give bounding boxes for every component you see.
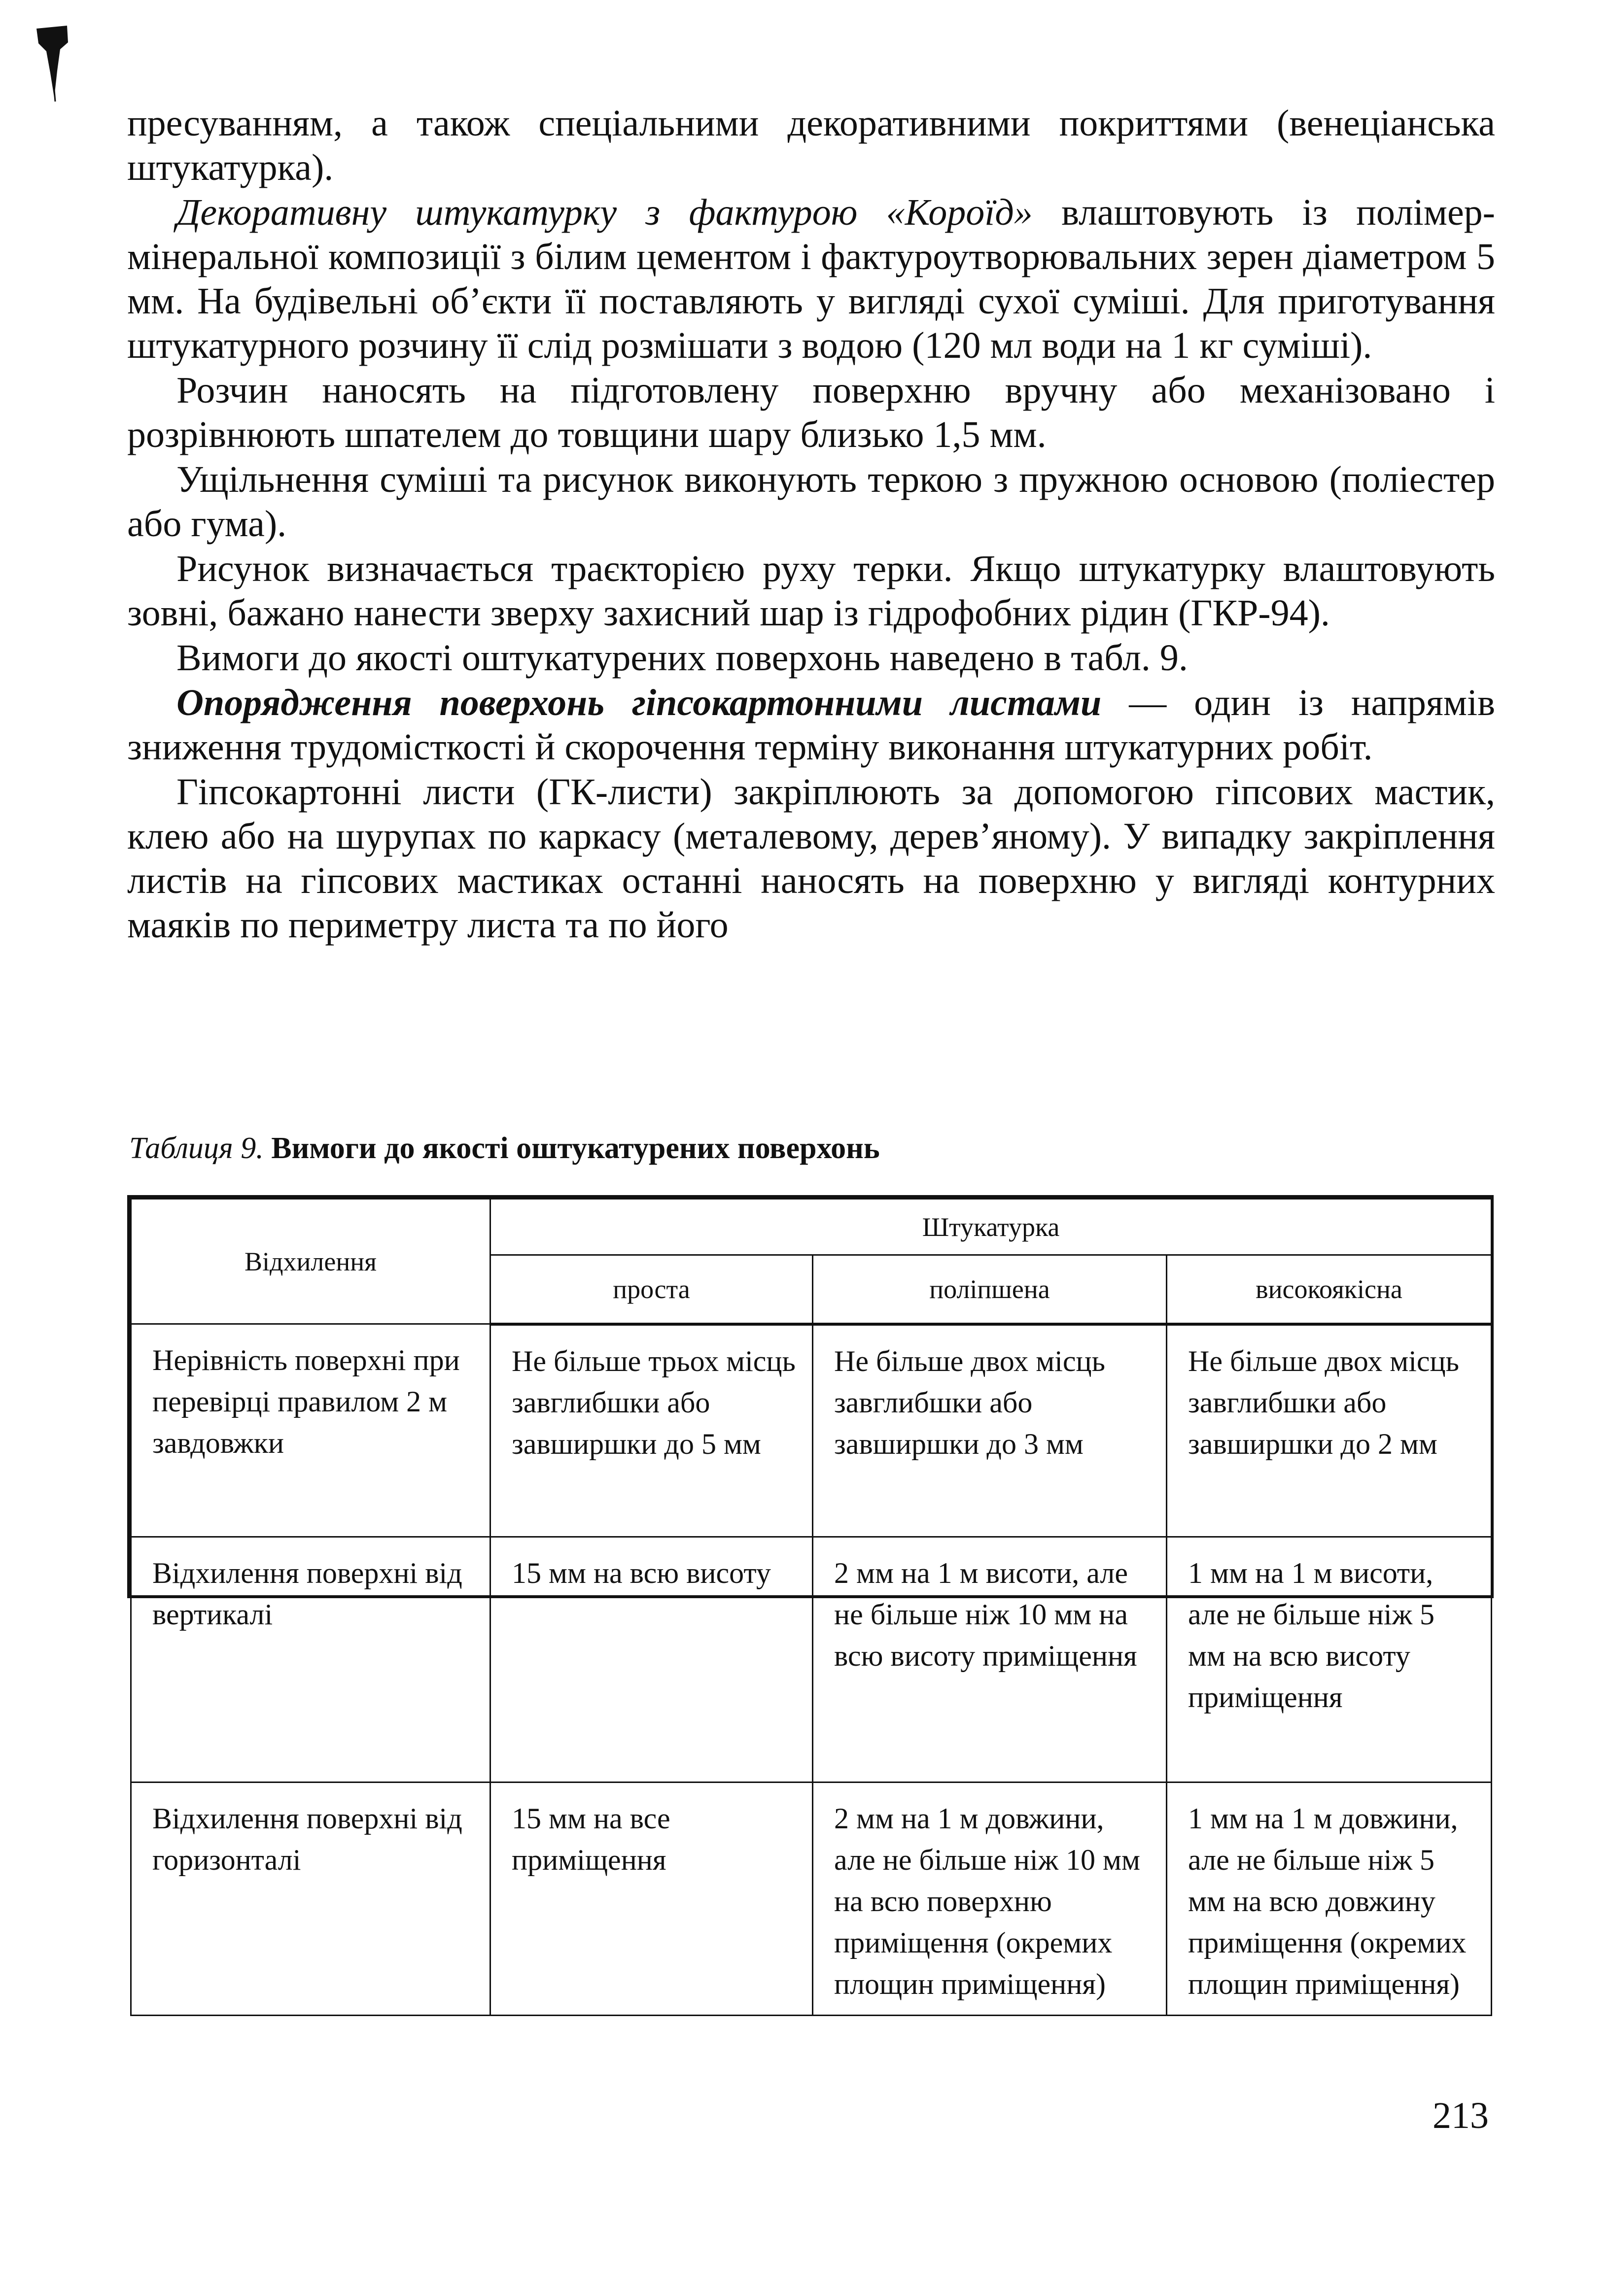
table-row	[131, 1324, 1492, 1537]
paragraph: Опорядження поверхонь гіпсокартонними листами — один із напрямів зниження трудомісткості й скорочення терміну виконання штукатурних робіт.	[127, 682, 1495, 768]
table-caption-title: Вимоги до якості оштукатурених поверхонь	[271, 1131, 880, 1165]
cell-simple: 15 мм на всю висоту	[490, 1537, 813, 1782]
header-plaster: Штукатурка	[490, 1199, 1492, 1255]
header-high-quality: високоякісна	[1167, 1255, 1492, 1324]
paragraph: Рисунок визначається траєкторією руху терки. Якщо штукатурку влаштовують зовні, бажано нанести зверху захисний шар із гідрофобних рідин (ГКР-94).	[127, 548, 1495, 634]
cell-high-quality: Не більше двох місць завглибшки або завширшки до 2 мм	[1167, 1324, 1492, 1537]
paragraph-lead: Опорядження поверхонь гіпсокартонними листами	[176, 682, 1102, 723]
corner-ink-mark-icon	[35, 24, 70, 103]
table-row	[131, 1537, 1492, 1782]
paragraph: Вимоги до якості оштукатурених поверхонь наведено в табл. 9.	[176, 637, 1188, 679]
cell-improved: Не більше двох місць завглибшки або завширшки до 3 мм	[813, 1324, 1167, 1537]
paragraph: Розчин наносять на підготовлену поверхню вручну або механізовано і розрівнюють шпателем до товщини шару близько 1,5 мм.	[127, 370, 1495, 455]
header-deviation: Відхилення	[131, 1199, 490, 1324]
paragraph: Декоративну штукатурку з фактурою «Короїд» влаштовують із полімер-мінеральної композиції з білим цементом і фактуроутворювальних зерен діаметром 5 мм. На будівельні об’єкти її поставляють у вигляді сухої суміші. Для приготування штукатурного розчину її слід розмішати з водою (120 мл води на 1 кг суміші).	[127, 192, 1495, 366]
cell-high-quality: 1 мм на 1 м висоти, але не більше ніж 5 мм на всю висоту приміщення	[1167, 1537, 1492, 1782]
body-text	[127, 101, 1495, 948]
requirements-table	[127, 1195, 1494, 2000]
paragraph: Ущільнення суміші та рисунок виконують теркою з пружною основою (поліестер або гума).	[127, 459, 1495, 545]
table-caption	[129, 1129, 1460, 1168]
page-number: 213	[1433, 2095, 1489, 2136]
cell-simple: Не більше трьох місць завглибшки або завширшки до 5 мм	[490, 1324, 813, 1537]
cell-deviation: Нерівність поверхні при перевірці правилом 2 м завдовжки	[131, 1324, 490, 1537]
paragraph: Гіпсокартонні листи (ГК-листи) закріплюють за допомогою гіпсових мастик, клею або на шурупах по каркасу (металевому, дерев’яному). У випадку закріплення листів на гіпсових мастиках останні наносять на поверхню у вигляді контурних маяків по периметру листа та по його	[127, 771, 1495, 946]
cell-simple: 15 мм на все приміщення	[490, 1782, 813, 2016]
table-caption-label: Таблиця 9.	[129, 1131, 264, 1165]
cell-deviation: Відхилення поверхні від вертикалі	[131, 1537, 490, 1782]
paragraph: пресуванням, а також спеціальними декоративними покриттями (венеціанська штукатурка).	[127, 103, 1495, 188]
paragraph-lead: Декоративну штукатурку з фактурою «Короїд»	[176, 192, 1033, 233]
cell-deviation: Відхилення поверхні від горизонталі	[131, 1782, 490, 2016]
cell-improved: 2 мм на 1 м висоти, але не більше ніж 10 мм на всю висоту приміщення	[813, 1537, 1167, 1782]
header-simple: проста	[490, 1255, 813, 1324]
header-improved: поліпшена	[813, 1255, 1167, 1324]
cell-high-quality: 1 мм на 1 м довжини, але не більше ніж 5 мм на всю довжину приміщення (окремих площин приміщення)	[1167, 1782, 1492, 2016]
table-row	[131, 1782, 1492, 2016]
cell-improved: 2 мм на 1 м довжини, але не більше ніж 10 мм на всю поверхню приміщення (окремих площин приміщення)	[813, 1782, 1167, 2016]
